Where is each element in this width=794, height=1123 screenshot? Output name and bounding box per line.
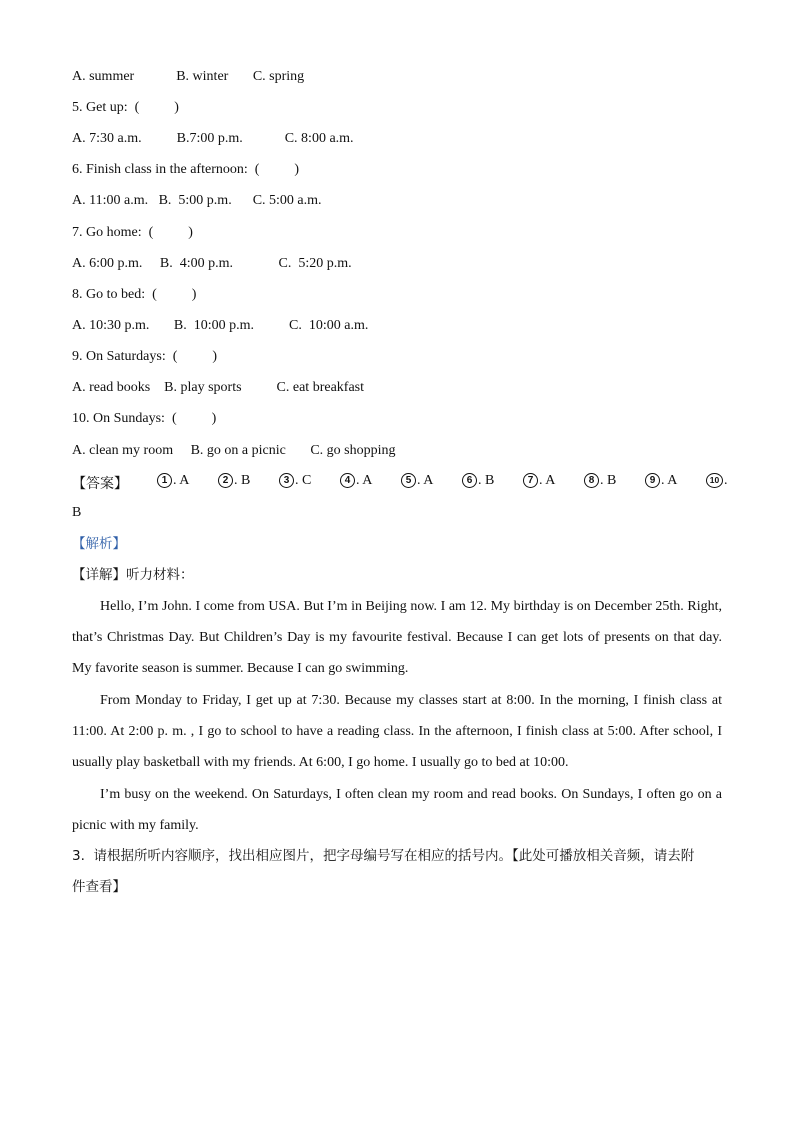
answer-value: . A: [356, 473, 373, 488]
question-5: 5. Get up: ( ): [72, 100, 179, 115]
options-9: A. read books B. play sports C. eat breakfast: [72, 380, 364, 395]
answer-value: . B: [600, 473, 617, 488]
paragraph-2: From Monday to Friday, I get up at 7:30. Because my classes start at 8:00. In the morning, I finish class at 11:00. At 2:00 p. m. , I go to school to have a reading class. In the afternoon, I finish class at 5:00. After school, I usually play basketball with my friends. At 6:00, I go home. I usually go to bed at 10:00.: [72, 693, 722, 771]
section-3-instruction-cont: 件查看】: [72, 879, 126, 895]
circled-number: 3: [279, 473, 294, 488]
answer-wrap: B: [72, 505, 82, 520]
question-7: 7. Go home: ( ): [72, 225, 193, 240]
circled-number: 2: [218, 473, 233, 488]
circled-number: 6: [462, 473, 477, 488]
answer-item: [218, 473, 250, 489]
paragraph-3: I’m busy on the weekend. On Saturdays, I often clean my room and read books. On Sundays, I often go on a picnic with my family.: [72, 787, 722, 834]
answer-value: . A: [539, 473, 556, 488]
circled-number: 8: [584, 473, 599, 488]
answer-value: . B: [234, 473, 251, 488]
answer-item: [706, 473, 728, 489]
circled-number: 9: [645, 473, 660, 488]
answer-item: [523, 473, 555, 489]
answer-row: [72, 473, 732, 493]
answer-item: [279, 473, 311, 489]
answer-label: 【答案】: [72, 477, 128, 492]
answer-value: . A: [173, 473, 190, 488]
question-8: 8. Go to bed: ( ): [72, 287, 197, 302]
question-9: 9. On Saturdays: ( ): [72, 349, 218, 364]
answer-item: [584, 473, 616, 489]
options-5: A. 7:30 a.m. B.7:00 p.m. C. 8:00 a.m.: [72, 131, 354, 146]
answer-item: [340, 473, 372, 489]
answer-value: . A: [661, 473, 678, 488]
circled-number: 7: [523, 473, 538, 488]
question-6: 6. Finish class in the afternoon: ( ): [72, 162, 300, 177]
paragraph-1: Hello, I’m John. I come from USA. But I’m in Beijing now. I am 12. My birthday is on December 25th. Right, that’s Christmas Day. But Children’s Day is my favourite festival. Because I can get lots of presents on that day. My favorite season is summer. Because I can go swimming.: [72, 599, 722, 677]
analysis-label: 【解析】: [72, 536, 126, 552]
answer-value: . B: [478, 473, 495, 488]
options-8: A. 10:30 p.m. B. 10:00 p.m. C. 10:00 a.m.: [72, 318, 369, 333]
circled-number: 4: [340, 473, 355, 488]
detail-label: 【详解】听力材料：: [72, 567, 194, 583]
circled-number: 1: [157, 473, 172, 488]
answer-value: . A: [417, 473, 434, 488]
answer-item: [401, 473, 433, 489]
section-3-instruction: 3. 请根据所听内容顺序，找出相应图片，把字母编号写在相应的括号内。【此处可播放相关音频，请去附: [72, 848, 695, 864]
circled-number: 10: [706, 473, 723, 488]
options-7: A. 6:00 p.m. B. 4:00 p.m. C. 5:20 p.m.: [72, 256, 352, 271]
options-6: A. 11:00 a.m. B. 5:00 p.m. C. 5:00 a.m.: [72, 193, 322, 208]
answer-value: . C: [295, 473, 312, 488]
options-line: A. summer B. winter C. spring: [72, 69, 305, 84]
answer-value: .: [724, 473, 728, 488]
circled-number: 5: [401, 473, 416, 488]
answer-item: [462, 473, 494, 489]
options-10: A. clean my room B. go on a picnic C. go shopping: [72, 443, 396, 458]
answer-item: [157, 473, 189, 489]
answer-item: [645, 473, 677, 489]
question-10: 10. On Sundays: ( ): [72, 411, 217, 426]
